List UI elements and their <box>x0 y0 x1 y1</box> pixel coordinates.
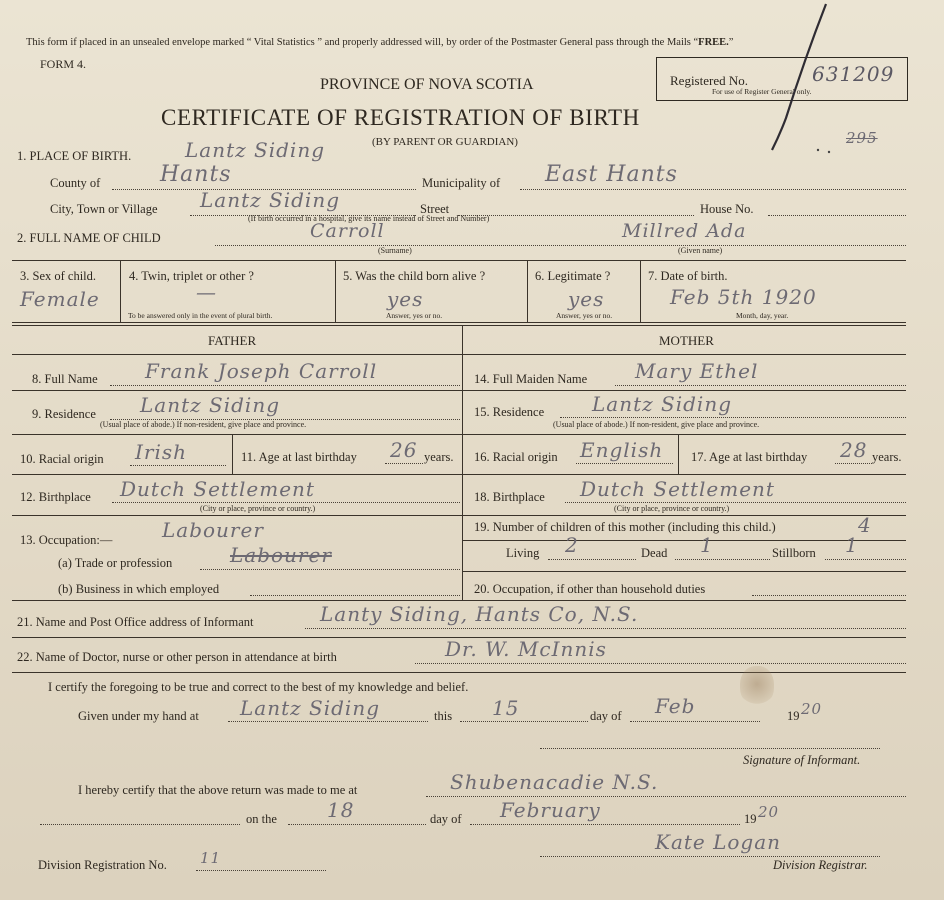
certify-day-value: 15 <box>492 696 520 720</box>
postal-notice <box>26 38 733 49</box>
registered-number-note: For use of Register General only. <box>712 87 812 96</box>
house-line <box>768 215 906 216</box>
date-of-birth-label: 7. Date of birth. <box>648 269 728 283</box>
father-birthplace-note: (City or place, province or country.) <box>200 504 316 513</box>
father-birthplace-value: Dutch Settlement <box>120 477 315 501</box>
postal-notice-text: This form if placed in an unsealed envelope marked “ Vital Statistics ” and properly addressed will, by order of the Postmaster General pass through the Mails “ <box>26 37 699 48</box>
father-name-value: Frank Joseph Carroll <box>145 359 378 383</box>
father-race-label: 10. Racial origin <box>20 452 104 466</box>
city-label: City, Town or Village <box>50 202 158 216</box>
child-given-name: Millred Ada <box>622 220 747 242</box>
mother-age-label: 17. Age at last birthday <box>691 450 808 464</box>
sex-label: 3. Sex of child. <box>20 269 97 283</box>
father-race-line <box>130 465 226 466</box>
informant-signature-line <box>540 748 880 749</box>
living-value: 2 <box>565 533 579 557</box>
place-of-birth-label: 1. PLACE OF BIRTH. <box>17 149 132 163</box>
mother-race-label: 16. Racial origin <box>474 450 558 464</box>
father-age-line <box>385 463 423 464</box>
municipality-value: East Hants <box>545 162 678 187</box>
paper-stain <box>740 666 774 706</box>
mother-years: years. <box>872 450 902 464</box>
mother-residence-label: 15. Residence <box>474 405 545 419</box>
rule-row10-split <box>232 434 233 474</box>
registrar-signature-line <box>540 856 880 857</box>
postal-notice-free: FREE. <box>698 37 729 48</box>
county-value: Hants <box>160 162 232 187</box>
dead-label: Dead <box>641 546 668 560</box>
mother-occupation-label: 20. Occupation, if other than household duties <box>474 582 706 596</box>
by-parent-caption: (BY PARENT OR GUARDIAN) <box>372 136 518 148</box>
certificate-title: CERTIFICATE OF REGISTRATION OF BIRTH <box>161 105 640 130</box>
rule-parents-top-2 <box>12 325 906 326</box>
given-under-hand-label: Given under my hand at <box>78 709 199 723</box>
mother-residence-line <box>560 417 906 418</box>
mother-birthplace-line <box>565 502 906 503</box>
return-place-value: Shubenacadie N.S. <box>450 770 659 794</box>
city-value: Lantz Siding <box>200 188 340 212</box>
children-count-label: 19. Number of children of this mother (including this child.) <box>474 520 776 534</box>
father-residence-value: Lantz Siding <box>140 393 280 417</box>
return-month-line <box>470 824 740 825</box>
certify-day-of-label: day of <box>590 709 622 723</box>
rule-row19-mid <box>462 540 906 541</box>
street-line <box>458 215 694 216</box>
living-label: Living <box>506 546 540 560</box>
division-registrar-caption: Division Registrar. <box>773 858 868 872</box>
child-surname: Carroll <box>310 220 385 242</box>
twin-value: — <box>196 280 217 304</box>
business-label: (b) Business in which employed <box>58 582 220 596</box>
form-number: FORM 4. <box>40 57 87 71</box>
date-of-birth-value: Feb 5th 1920 <box>670 285 817 309</box>
father-years: years. <box>424 450 454 464</box>
father-name-label: 8. Full Name <box>32 372 98 386</box>
rule-parents-top <box>12 322 906 323</box>
mother-birthplace-value: Dutch Settlement <box>580 477 775 501</box>
street-label: Street <box>420 202 450 216</box>
rule-row12-top <box>12 474 906 475</box>
certify-year-suffix: 20 <box>801 700 823 718</box>
mother-occupation-line <box>752 595 906 596</box>
rule-row3-b <box>335 260 336 322</box>
living-line <box>548 559 636 560</box>
mother-name-line <box>615 385 906 386</box>
rule-certify-top <box>12 672 906 673</box>
rule-row10-top <box>12 434 906 435</box>
trade-label: (a) Trade or profession <box>58 556 173 570</box>
certify-month-value: Feb <box>655 694 696 718</box>
mother-name-label: 14. Full Maiden Name <box>474 372 588 386</box>
registered-number-label: Registered No. <box>670 73 748 88</box>
rule-row3-c <box>527 260 528 322</box>
business-line <box>250 595 460 596</box>
born-alive-value: yes <box>387 287 424 311</box>
return-lead-line <box>40 824 240 825</box>
certify-month-line <box>630 721 760 722</box>
certify-day-line <box>460 721 588 722</box>
municipality-line <box>520 189 906 190</box>
father-heading: FATHER <box>208 333 257 348</box>
municipality-label: Municipality of <box>422 176 501 190</box>
certify-statement: I certify the foregoing to be true and correct to the best of my knowledge and belief. <box>48 680 469 694</box>
father-age-value: 26 <box>390 438 418 462</box>
mother-birthplace-label: 18. Birthplace <box>474 490 545 504</box>
county-label: County of <box>50 176 101 190</box>
mother-residence-note: (Usual place of abode.) If non-resident, give place and province. <box>553 420 760 429</box>
return-year-prefix: 19 <box>744 812 757 826</box>
rule-row13-top <box>12 515 906 516</box>
house-label: House No. <box>700 202 754 216</box>
trade-line <box>200 569 460 570</box>
return-statement: I hereby certify that the above return was made to me at <box>78 783 358 797</box>
rule-row9-top <box>12 390 906 391</box>
return-year-suffix: 20 <box>758 803 780 821</box>
corner-number: 295 <box>846 129 878 147</box>
sex-value: Female <box>20 287 100 311</box>
legitimate-value: yes <box>568 287 605 311</box>
return-on-label: on the <box>246 812 277 826</box>
return-month-value: February <box>500 798 601 822</box>
date-of-birth-note: Month, day, year. <box>736 311 789 320</box>
attendant-label: 22. Name of Doctor, nurse or other person in attendance at birth <box>17 650 337 664</box>
rule-row3-d <box>640 260 641 322</box>
informant-line <box>305 628 906 629</box>
father-age-label: 11. Age at last birthday <box>241 450 357 464</box>
postal-notice-end: ” <box>728 37 734 48</box>
father-birthplace-line <box>112 502 460 503</box>
this-label: this <box>434 709 453 723</box>
rule-row8-top <box>12 354 906 355</box>
informant-signature-caption: Signature of Informant. <box>743 753 861 767</box>
mother-age-value: 28 <box>840 438 868 462</box>
mother-heading: MOTHER <box>659 333 714 348</box>
registered-number-value: 631209 <box>812 62 895 86</box>
rule-parents-divider <box>462 325 463 600</box>
father-birthplace-label: 12. Birthplace <box>20 490 91 504</box>
twin-note: To be answered only in the event of plural birth. <box>128 311 273 320</box>
given-name-caption: (Given name) <box>678 246 723 255</box>
father-residence-label: 9. Residence <box>32 407 96 421</box>
certify-year-prefix: 19 <box>787 709 800 723</box>
dead-value: 1 <box>700 533 714 557</box>
rule-row3-a <box>120 260 121 322</box>
registrar-signature: Kate Logan <box>655 830 782 854</box>
dead-line <box>675 559 770 560</box>
province-title: PROVINCE OF NOVA SCOTIA <box>320 76 534 93</box>
father-name-line <box>110 385 460 386</box>
stillborn-label: Stillborn <box>772 546 816 560</box>
mother-residence-value: Lantz Siding <box>592 392 732 416</box>
mother-race-value: English <box>580 438 664 462</box>
informant-label: 21. Name and Post Office address of Informant <box>17 615 254 629</box>
rule-row3-top <box>12 260 906 261</box>
return-day-line <box>288 824 426 825</box>
mother-age-line <box>835 463 872 464</box>
given-place-value: Lantz Siding <box>240 696 380 720</box>
stillborn-line <box>825 559 906 560</box>
born-alive-label: 5. Was the child born alive ? <box>343 269 486 283</box>
hospital-note: (If birth occurred in a hospital, give its name instead of Street and Number) <box>248 214 490 223</box>
return-day-of-label: day of <box>430 812 462 826</box>
division-registration-value: 11 <box>200 849 222 867</box>
place-of-birth-value: Lantz Siding <box>185 138 325 162</box>
return-place-line <box>426 796 906 797</box>
mother-name-value: Mary Ethel <box>635 359 759 383</box>
stillborn-value: 1 <box>845 533 859 557</box>
mother-race-line <box>576 463 673 464</box>
legitimate-label: 6. Legitimate ? <box>535 269 611 283</box>
father-occupation-value: Labourer <box>162 518 264 542</box>
father-residence-note: (Usual place of abode.) If non-resident, give place and province. <box>100 420 307 429</box>
given-place-line <box>228 721 428 722</box>
attendant-line <box>415 663 906 664</box>
trade-value: Labourer <box>230 543 332 567</box>
rule-row21-top <box>12 600 906 601</box>
informant-value: Lanty Siding, Hants Co, N.S. <box>320 602 639 626</box>
surname-caption: (Surname) <box>378 246 412 255</box>
attendant-value: Dr. W. McInnis <box>445 637 607 661</box>
rule-row16-split <box>678 434 679 474</box>
child-name-label: 2. FULL NAME OF CHILD <box>17 231 161 245</box>
return-day-value: 18 <box>327 798 355 822</box>
born-alive-note: Answer, yes or no. <box>386 311 443 320</box>
division-registration-label: Division Registration No. <box>38 858 167 872</box>
mother-birthplace-note: (City or place, province or country.) <box>614 504 730 513</box>
rule-row20-top <box>462 571 906 572</box>
children-count-value: 4 <box>858 513 872 537</box>
legitimate-note: Answer, yes or no. <box>556 311 613 320</box>
child-name-line <box>215 245 906 246</box>
division-registration-line <box>196 870 326 871</box>
twin-label: 4. Twin, triplet or other ? <box>129 269 254 283</box>
father-occupation-label: 13. Occupation:— <box>20 533 113 547</box>
father-race-value: Irish <box>135 440 188 464</box>
